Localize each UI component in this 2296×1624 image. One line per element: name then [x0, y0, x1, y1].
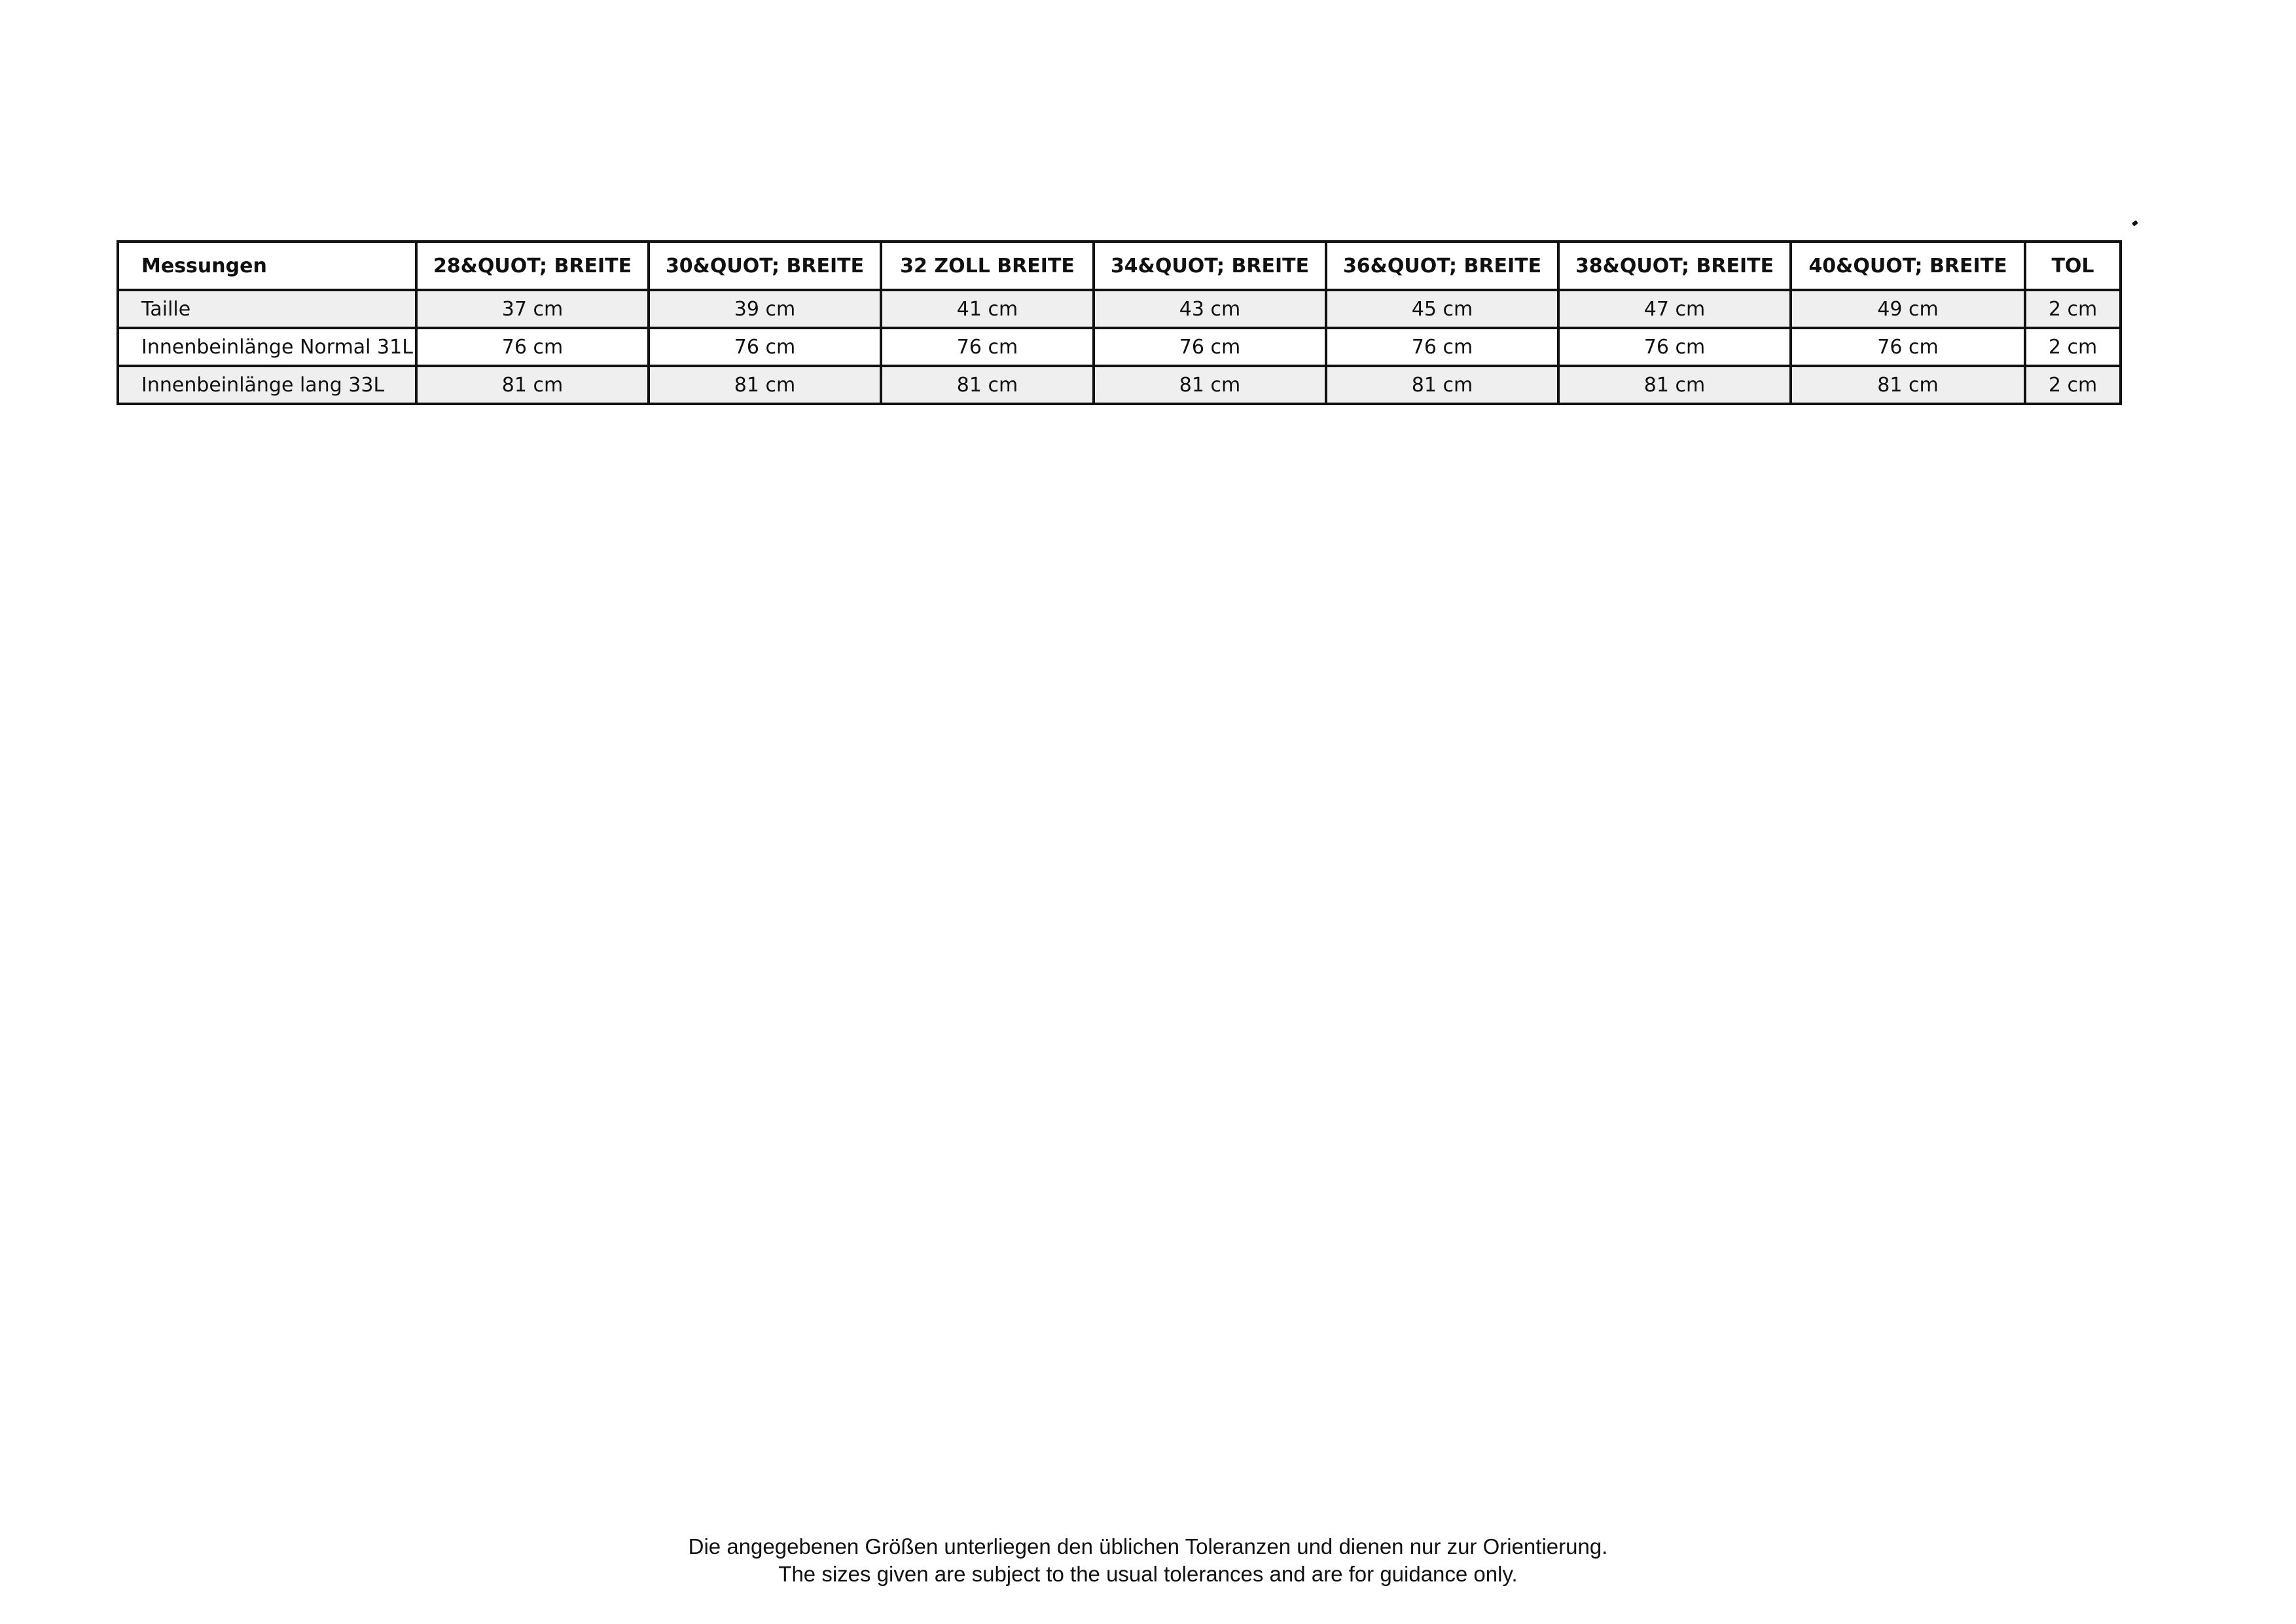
table-cell: 76 cm [1558, 328, 1791, 366]
table-cell: 81 cm [416, 366, 649, 404]
table-header-row [118, 242, 2121, 290]
table-cell: 37 cm [416, 290, 649, 328]
table-cell: 43 cm [1094, 290, 1326, 328]
header-cell: Messungen [118, 242, 416, 290]
tolerance-note-german: Die angegebenen Größen unterliegen den üblichen Toleranzen und dienen nur zur Orientierung. [688, 1534, 1608, 1559]
table-row [118, 328, 2121, 366]
table-cell: 39 cm [649, 290, 881, 328]
table-cell: 81 cm [1558, 366, 1791, 404]
header-cell: 30&QUOT; BREITE [649, 242, 881, 290]
row-label: Taille [118, 290, 416, 328]
table-cell: 45 cm [1326, 290, 1558, 328]
table-cell: 81 cm [1094, 366, 1326, 404]
table-cell: 49 cm [1791, 290, 2025, 328]
table-cell: 81 cm [1791, 366, 2025, 404]
table-cell: 81 cm [881, 366, 1094, 404]
table-cell: 81 cm [649, 366, 881, 404]
table-cell: 2 cm [2025, 366, 2121, 404]
header-cell: 36&QUOT; BREITE [1326, 242, 1558, 290]
table-cell: 76 cm [416, 328, 649, 366]
row-label: Innenbeinlänge lang 33L [118, 366, 416, 404]
row-label: Innenbeinlänge Normal 31L [118, 328, 416, 366]
header-cell: 40&QUOT; BREITE [1791, 242, 2025, 290]
table-cell: 76 cm [1791, 328, 2025, 366]
table-cell: 76 cm [1094, 328, 1326, 366]
header-cell: TOL [2025, 242, 2121, 290]
table-cell: 81 cm [1326, 366, 1558, 404]
table-cell: 41 cm [881, 290, 1094, 328]
size-table [117, 240, 2122, 405]
table-cell: 2 cm [2025, 290, 2121, 328]
table-cell: 47 cm [1558, 290, 1791, 328]
header-cell: 32 ZOLL BREITE [881, 242, 1094, 290]
tolerance-note-english: The sizes given are subject to the usual tolerances and are for guidance only. [778, 1562, 1518, 1586]
header-cell: 28&QUOT; BREITE [416, 242, 649, 290]
tolerance-note [0, 1533, 2296, 1588]
header-cell: 38&QUOT; BREITE [1558, 242, 1791, 290]
table-row [118, 290, 2121, 328]
table-cell: 76 cm [1326, 328, 1558, 366]
table-cell: 76 cm [649, 328, 881, 366]
table-cell: 2 cm [2025, 328, 2121, 366]
header-cell: 34&QUOT; BREITE [1094, 242, 1326, 290]
corner-mark [2132, 220, 2138, 226]
table-cell: 76 cm [881, 328, 1094, 366]
table-row [118, 366, 2121, 404]
